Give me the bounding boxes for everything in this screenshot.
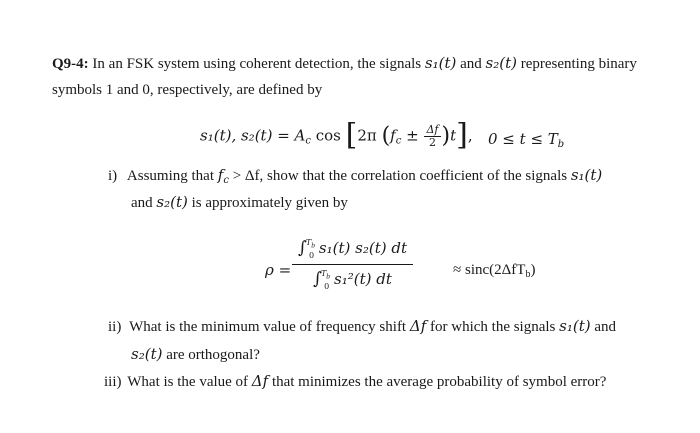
eq1-c-sub: c bbox=[305, 135, 311, 147]
part-i-fc: f bbox=[217, 166, 224, 184]
sinc-end: ) bbox=[530, 262, 536, 278]
eq1-frac-num: Δf bbox=[426, 123, 439, 136]
sinc-sub: b bbox=[525, 269, 531, 280]
part-i-text-c: is approximately given by bbox=[191, 195, 348, 211]
part-i-text-b: > Δf, show that the correlation coefficient of the signals bbox=[232, 168, 568, 184]
intro-text-1-end: representing binary bbox=[520, 56, 637, 72]
eq1-frac-den: 2 bbox=[428, 136, 436, 149]
intro-line-2 bbox=[52, 80, 322, 100]
integral-sign-num: ∫ bbox=[298, 238, 307, 258]
part-ii-and: and bbox=[594, 319, 617, 335]
part-i-num: i) bbox=[108, 168, 118, 184]
correlation-denominator bbox=[292, 265, 413, 291]
part-iii-delta-f: Δf bbox=[251, 372, 269, 390]
eq1-f: f bbox=[390, 126, 396, 145]
part-i-s2: s₂(t) bbox=[156, 193, 188, 211]
question-label: Q9-4: bbox=[52, 56, 89, 72]
intro-text-2: symbols 1 and 0, respectively, are defined by bbox=[52, 82, 323, 98]
part-iii-text-a: What is the value of bbox=[127, 374, 249, 390]
eq1-paren-open: ( bbox=[381, 123, 391, 149]
eq1-pm: ± bbox=[406, 126, 419, 145]
part-ii-num: ii) bbox=[108, 319, 122, 335]
part-ii-line-1 bbox=[108, 316, 616, 337]
part-ii-s1: s₁(t) bbox=[559, 317, 591, 335]
denominator-text: s₁²(t) dt bbox=[334, 270, 392, 288]
signal-s2: s₂(t) bbox=[485, 54, 517, 72]
part-ii-text-b: for which the signals bbox=[430, 319, 556, 335]
eq1-bracket-close: ] bbox=[456, 117, 468, 153]
part-ii-delta-f: Δf bbox=[409, 317, 427, 335]
part-ii-text-c: are orthogonal? bbox=[166, 347, 260, 363]
intro-text-1: In an FSK system using coherent detection, the signals bbox=[92, 56, 422, 72]
eq1-two-pi: 2π bbox=[357, 126, 377, 145]
eq1-bracket-open: [ bbox=[345, 117, 358, 153]
eq1-range bbox=[488, 129, 564, 155]
part-ii-line-2 bbox=[131, 344, 260, 365]
eq1-range-text: 0 ≤ t ≤ T bbox=[488, 130, 558, 148]
part-i-text-a: Assuming that bbox=[126, 168, 215, 184]
eq1-fraction bbox=[424, 124, 440, 149]
part-iii-text-b: that minimizes the average probability of symbol error? bbox=[271, 374, 607, 390]
eq1-range-sub: b bbox=[557, 139, 565, 150]
rho-symbol: ρ = bbox=[265, 261, 292, 279]
sinc-approx bbox=[453, 260, 535, 285]
integral-upper-den: Tb bbox=[320, 269, 331, 281]
part-ii-s2: s₂(t) bbox=[131, 345, 163, 363]
part-i-line-2 bbox=[131, 192, 348, 213]
eq1-lhs: s₁(t), s₂(t) = A bbox=[200, 126, 306, 145]
part-iii-line bbox=[104, 371, 606, 392]
sinc-text: ≈ sinc(2ΔfT bbox=[453, 262, 526, 278]
numerator-text: s₁(t) s₂(t) dt bbox=[318, 239, 407, 257]
eq1-cos: cos bbox=[315, 126, 341, 145]
part-ii-text-a: What is the minimum value of frequency shift bbox=[129, 319, 407, 335]
rho-label bbox=[265, 260, 291, 280]
intro-and: and bbox=[460, 56, 482, 72]
eq1-t: t bbox=[450, 126, 457, 145]
correlation-numerator bbox=[292, 238, 413, 265]
part-i-s1: s₁(t) bbox=[570, 166, 603, 184]
part-i-fc-sub: c bbox=[223, 175, 229, 186]
correlation-fraction bbox=[292, 238, 413, 291]
eq1-comma: , bbox=[467, 126, 473, 145]
eq1-f-sub: c bbox=[395, 135, 402, 147]
part-iii-num: iii) bbox=[104, 374, 122, 390]
part-i-line-1 bbox=[108, 165, 602, 191]
integral-upper-num: Tb bbox=[305, 238, 316, 250]
intro-line-1 bbox=[52, 53, 637, 74]
integral-sign-den: ∫ bbox=[313, 269, 322, 289]
integral-lower-den: 0 bbox=[324, 282, 330, 291]
signal-s1: s₁(t) bbox=[424, 54, 457, 72]
signal-equation bbox=[200, 117, 473, 153]
part-i-and: and bbox=[131, 195, 153, 211]
integral-lower-num: 0 bbox=[309, 251, 315, 260]
eq1-paren-close: ) bbox=[441, 123, 451, 149]
